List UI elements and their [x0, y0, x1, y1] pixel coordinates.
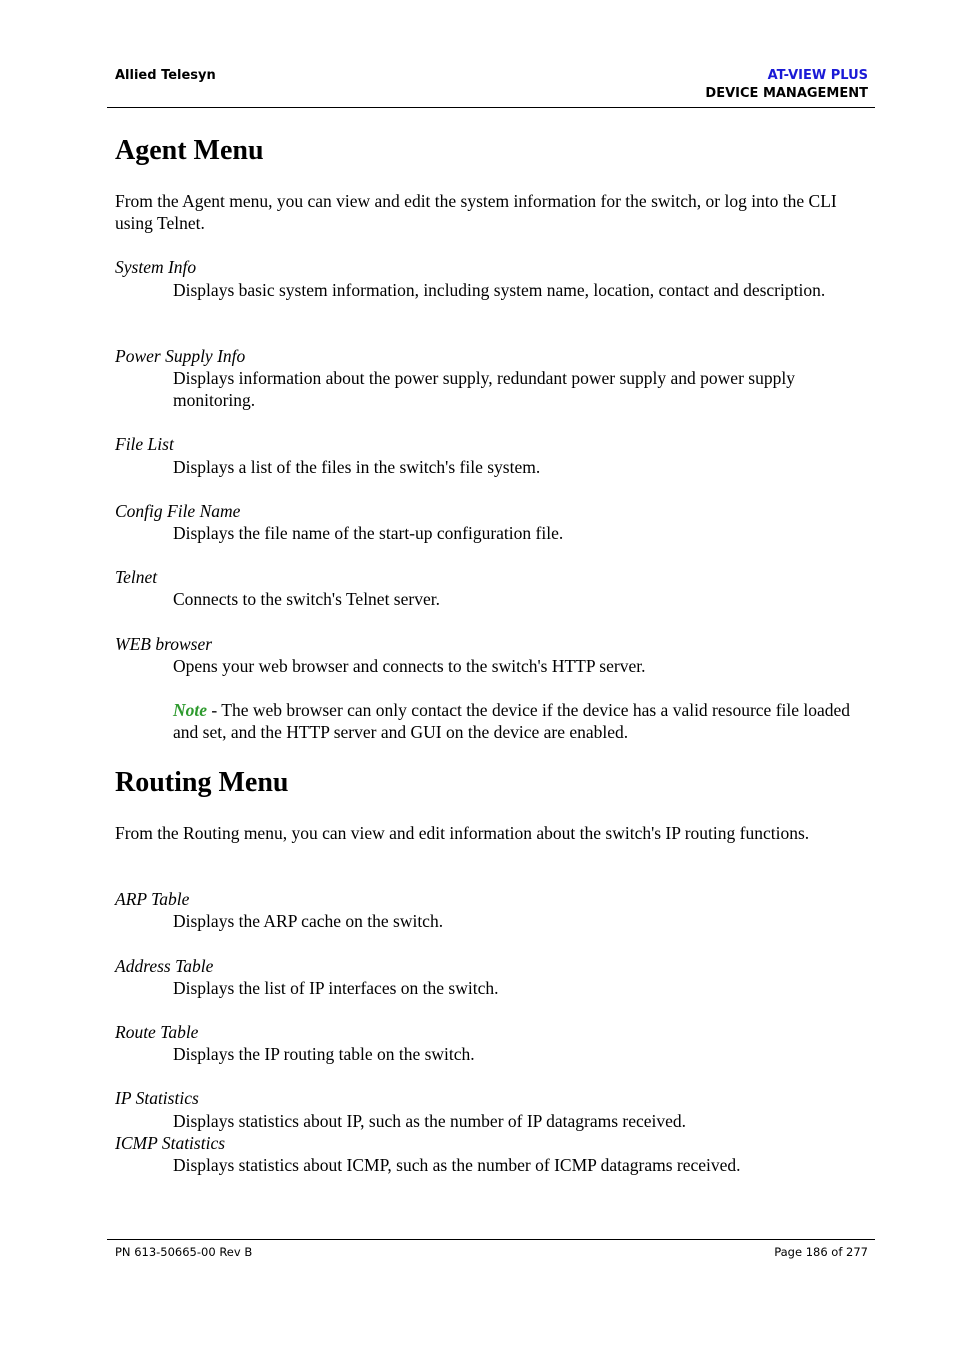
term-address-table: Address Table	[115, 956, 214, 976]
desc-web-browser: Opens your web browser and connects to the switch's HTTP server.	[173, 656, 646, 676]
agent-intro: From the Agent menu, you can view and edit the system information for the switch, or log into the CLI using Telnet.	[115, 191, 837, 233]
header-rule	[107, 107, 875, 108]
term-config-file-name: Config File Name	[115, 501, 241, 521]
term-route-table: Route Table	[115, 1022, 199, 1042]
term-file-list: File List	[115, 434, 174, 454]
desc-power-supply-info: Displays information about the power supply, redundant power supply and power supply monitoring.	[173, 368, 795, 410]
header-section: DEVICE MANAGEMENT	[705, 86, 868, 101]
desc-ip-statistics: Displays statistics about IP, such as the number of IP datagrams received.	[173, 1111, 687, 1131]
routing-intro: From the Routing menu, you can view and edit information about the switch's IP routing functions.	[115, 823, 810, 843]
term-web-browser: WEB browser	[115, 634, 213, 654]
desc-icmp-statistics: Displays statistics about ICMP, such as the number of ICMP datagrams received.	[173, 1155, 741, 1175]
term-power-supply-info: Power Supply Info	[115, 346, 246, 366]
desc-system-info: Displays basic system information, including system name, location, contact and description.	[173, 280, 826, 300]
desc-telnet: Connects to the switch's Telnet server.	[173, 589, 440, 609]
footer-page-number: Page 186 of 277	[774, 1245, 868, 1259]
header-company: Allied Telesyn	[115, 68, 216, 83]
term-icmp-statistics: ICMP Statistics	[115, 1133, 226, 1153]
term-ip-statistics: IP Statistics	[115, 1088, 199, 1108]
term-arp-table: ARP Table	[115, 889, 190, 909]
term-system-info: System Info	[115, 257, 197, 277]
header-product: AT-VIEW PLUS	[767, 68, 868, 83]
agent-menu-heading: Agent Menu	[115, 135, 264, 166]
desc-address-table: Displays the list of IP interfaces on the switch.	[173, 978, 499, 998]
web-browser-note	[173, 699, 873, 743]
desc-config-file-name: Displays the file name of the start-up configuration file.	[173, 523, 564, 543]
term-telnet: Telnet	[115, 567, 158, 587]
routing-menu-heading: Routing Menu	[115, 767, 289, 798]
desc-arp-table: Displays the ARP cache on the switch.	[173, 911, 444, 931]
desc-file-list: Displays a list of the files in the switch's file system.	[173, 457, 541, 477]
desc-route-table: Displays the IP routing table on the switch.	[173, 1044, 475, 1064]
note-text: - The web browser can only contact the device if the device has a valid resource file loaded and set, and the HTTP server and GUI on the device are enabled.	[173, 700, 851, 742]
footer-part-number: PN 613-50665-00 Rev B	[115, 1245, 253, 1259]
note-label: Note	[173, 700, 208, 720]
footer-rule	[107, 1239, 875, 1240]
